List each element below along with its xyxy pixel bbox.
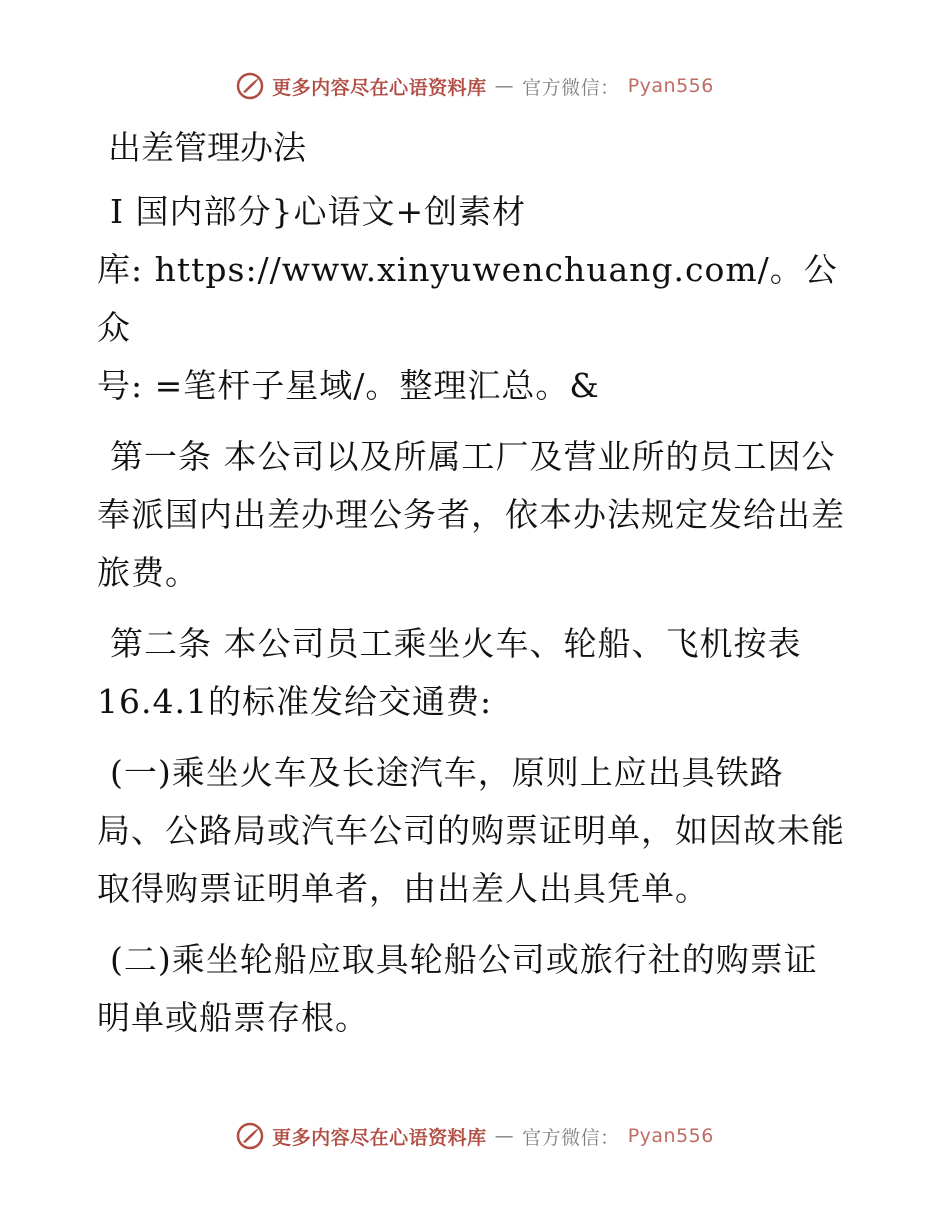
quill-logo-icon — [236, 72, 264, 100]
item-2-paragraph — [97, 931, 857, 1047]
article-1-line-1: 第一条 本公司以及所属工厂及营业所的员工因公 — [110, 437, 836, 476]
article-2-paragraph — [97, 615, 857, 731]
watermark-org-text: 更多内容尽在心语资料库 — [272, 1126, 487, 1149]
section-line-3: 号: =笔杆子星域/。整理汇总。& — [97, 366, 600, 405]
section-line-1: Ⅰ 国内部分}心语文+创素材 — [110, 192, 527, 231]
watermark-separator: — — [494, 1125, 515, 1147]
section-line-2: 库: https://www.xinyuwenchuang.com/。公众 — [97, 250, 838, 347]
item-1-line-2: 局、公路局或汽车公司的购票证明单，如因故未能 — [97, 811, 845, 850]
watermark-separator: — — [494, 75, 515, 97]
item-1-line-3: 取得购票证明单者，由出差人出具凭单。 — [97, 869, 709, 908]
item-2-line-2: 明单或船票存根。 — [97, 998, 369, 1037]
watermark-contact-label: 官方微信： — [522, 1126, 620, 1149]
header-watermark — [0, 72, 950, 100]
watermark-org-text: 更多内容尽在心语资料库 — [272, 76, 487, 99]
footer-watermark — [0, 1122, 950, 1150]
article-1-line-3: 旅费。 — [97, 553, 199, 592]
watermark-contact-id: Pyan556 — [627, 75, 714, 97]
document-title: 出差管理办法 — [108, 128, 306, 167]
item-2-line-1: (二)乘坐轮船应取具轮船公司或旅行社的购票证 — [110, 940, 818, 979]
watermark-contact-id: Pyan556 — [627, 1125, 714, 1147]
article-2-line-2: 16.4.1的标准发给交通费: — [97, 682, 493, 721]
item-1-paragraph — [97, 744, 857, 918]
section-heading-paragraph — [97, 183, 857, 415]
quill-logo-icon — [236, 1122, 264, 1150]
article-1-paragraph — [97, 428, 857, 602]
item-1-line-1: (一)乘坐火车及长途汽车，原则上应出具铁路 — [110, 753, 784, 792]
document-body — [97, 122, 857, 1047]
article-2-line-1: 第二条 本公司员工乘坐火车、轮船、飞机按表 — [110, 624, 802, 663]
article-1-line-2: 奉派国内出差办理公务者，依本办法规定发给出差 — [97, 495, 845, 534]
watermark-contact-label: 官方微信： — [522, 76, 620, 99]
